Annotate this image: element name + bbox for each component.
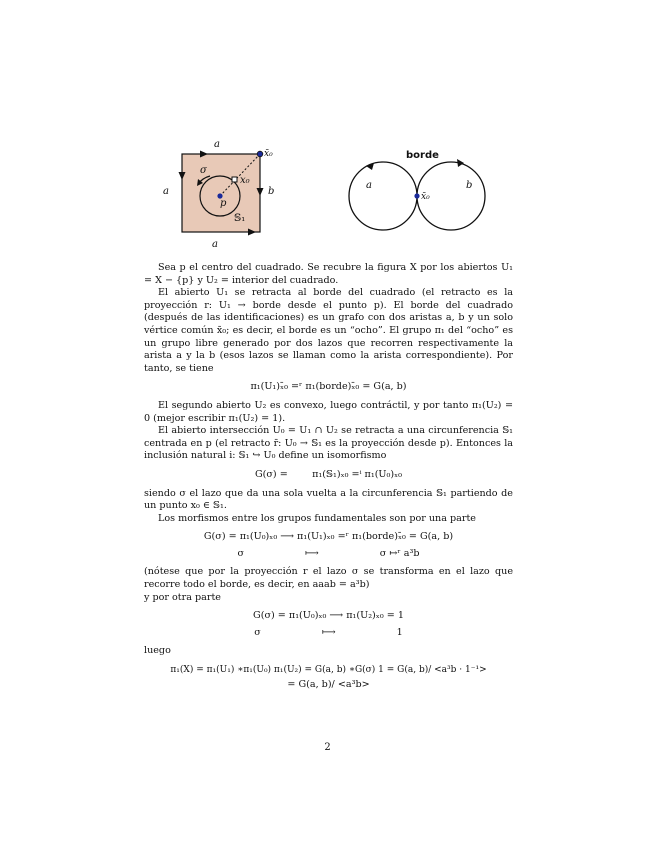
label-right: b: [268, 186, 275, 197]
point-x0: [232, 177, 237, 182]
figure-svg: [150, 138, 510, 256]
equation: = G(a, b)/ <a³b>: [287, 678, 370, 690]
page-number: 2: [324, 742, 331, 753]
label-sigma: σ: [200, 165, 207, 176]
equation: π₁(U₁)ₓ̄₀ =ʳ π₁(borde)ₓ̄₀ = G(a, b): [250, 381, 407, 393]
equation: π₁(X) = π₁(U₁) ∗π₁(U₀) π₁(U₂) = G(a, b) ∗G(σ) 1 = G(a, b)/ <a³b · 1⁻¹>: [170, 665, 487, 676]
equation: G(σ) = π₁(𝕊₁)ₓ₀ =ⁱ π₁(U₀)ₓ₀: [254, 468, 403, 480]
paragraph: El segundo abierto U₂ es convexo, luego contráctil, y por tanto π₁(U₂) = 0 (mejor escribir π₁(U₂) = 1).: [144, 399, 513, 424]
label-circle: 𝕊₁: [234, 213, 246, 224]
eight-label-center: x̄₀: [421, 192, 430, 202]
eight-center-point: [414, 193, 419, 198]
paragraph: y por otra parte: [144, 591, 221, 603]
label-top: a: [214, 139, 220, 150]
eight-left-circle: [349, 162, 417, 230]
label-corner: x̄₀: [264, 149, 273, 159]
label-bottom: a: [212, 239, 218, 250]
label-left: a: [163, 186, 169, 197]
paragraph: El abierto intersección U₀ = U₁ ∩ U₂ se retracta a una circunferencia 𝕊₁ centrada en p (el retracto r̄: U₀ → 𝕊₁ es la proyección desde p). Entonces la inclusión natural i: 𝕊₁ ↪ U₀ define un isomorfismo: [144, 425, 513, 462]
paragraph: Sea p el centro del cuadrado. Se recubre la figura X por los abiertos U₁ = X − {p} y U₂ = interior del cuadrado.: [144, 262, 513, 286]
figure: [150, 138, 510, 256]
eight-title: borde: [406, 150, 439, 161]
paragraph: El abierto U₁ se retracta al borde del cuadrado (el retracto es la proyección r: U₁ → borde desde el punto p). El borde del cuadrado (después de las identificaciones) es un grafo con dos aristas a, b y un solo vértice común x̄₀; es decir, el borde es un “ocho”. El grupo π₁ del “ocho” es un grupo libre generado por dos lazos que recorren respectivamente la arista a y la b (esos lazos se llaman como la arista correspondiente). Por tanto, se tiene: [144, 287, 513, 374]
paragraph: siendo σ el lazo que da una sola vuelta a la circunferencia 𝕊₁ partiendo de un punto x₀ ∈ 𝕊₁.: [144, 487, 513, 512]
equation: G(σ) = π₁(U₀)ₓ₀ ⟶ π₁(U₁)ₓ₀ =ʳ π₁(borde)ₓ̄₀ = G(a, b): [203, 531, 454, 543]
eight-label-a: a: [366, 180, 372, 191]
corner-point: [257, 151, 263, 157]
equation: G(σ) = π₁(U₀)ₓ₀ ⟶ π₁(U₂)ₓ₀ = 1: [253, 610, 404, 622]
paragraph: (nótese que por la proyección r el lazo σ se transforma en el lazo que recorre todo el borde, es decir, en aaab = a³b): [144, 566, 513, 591]
body-text: [144, 262, 513, 697]
paragraph: Los morfismos entre los grupos fundamentales son por una parte: [158, 512, 476, 524]
label-p: p: [220, 198, 227, 209]
eight-arrow-b: [457, 159, 464, 167]
paragraph: luego: [144, 645, 171, 657]
equation: σ ⟼ σ ↦ʳ a³b: [237, 547, 420, 559]
label-x0: x₀: [240, 175, 250, 186]
eight-label-b: b: [466, 180, 473, 191]
equation: σ ⟼ 1: [254, 626, 403, 638]
